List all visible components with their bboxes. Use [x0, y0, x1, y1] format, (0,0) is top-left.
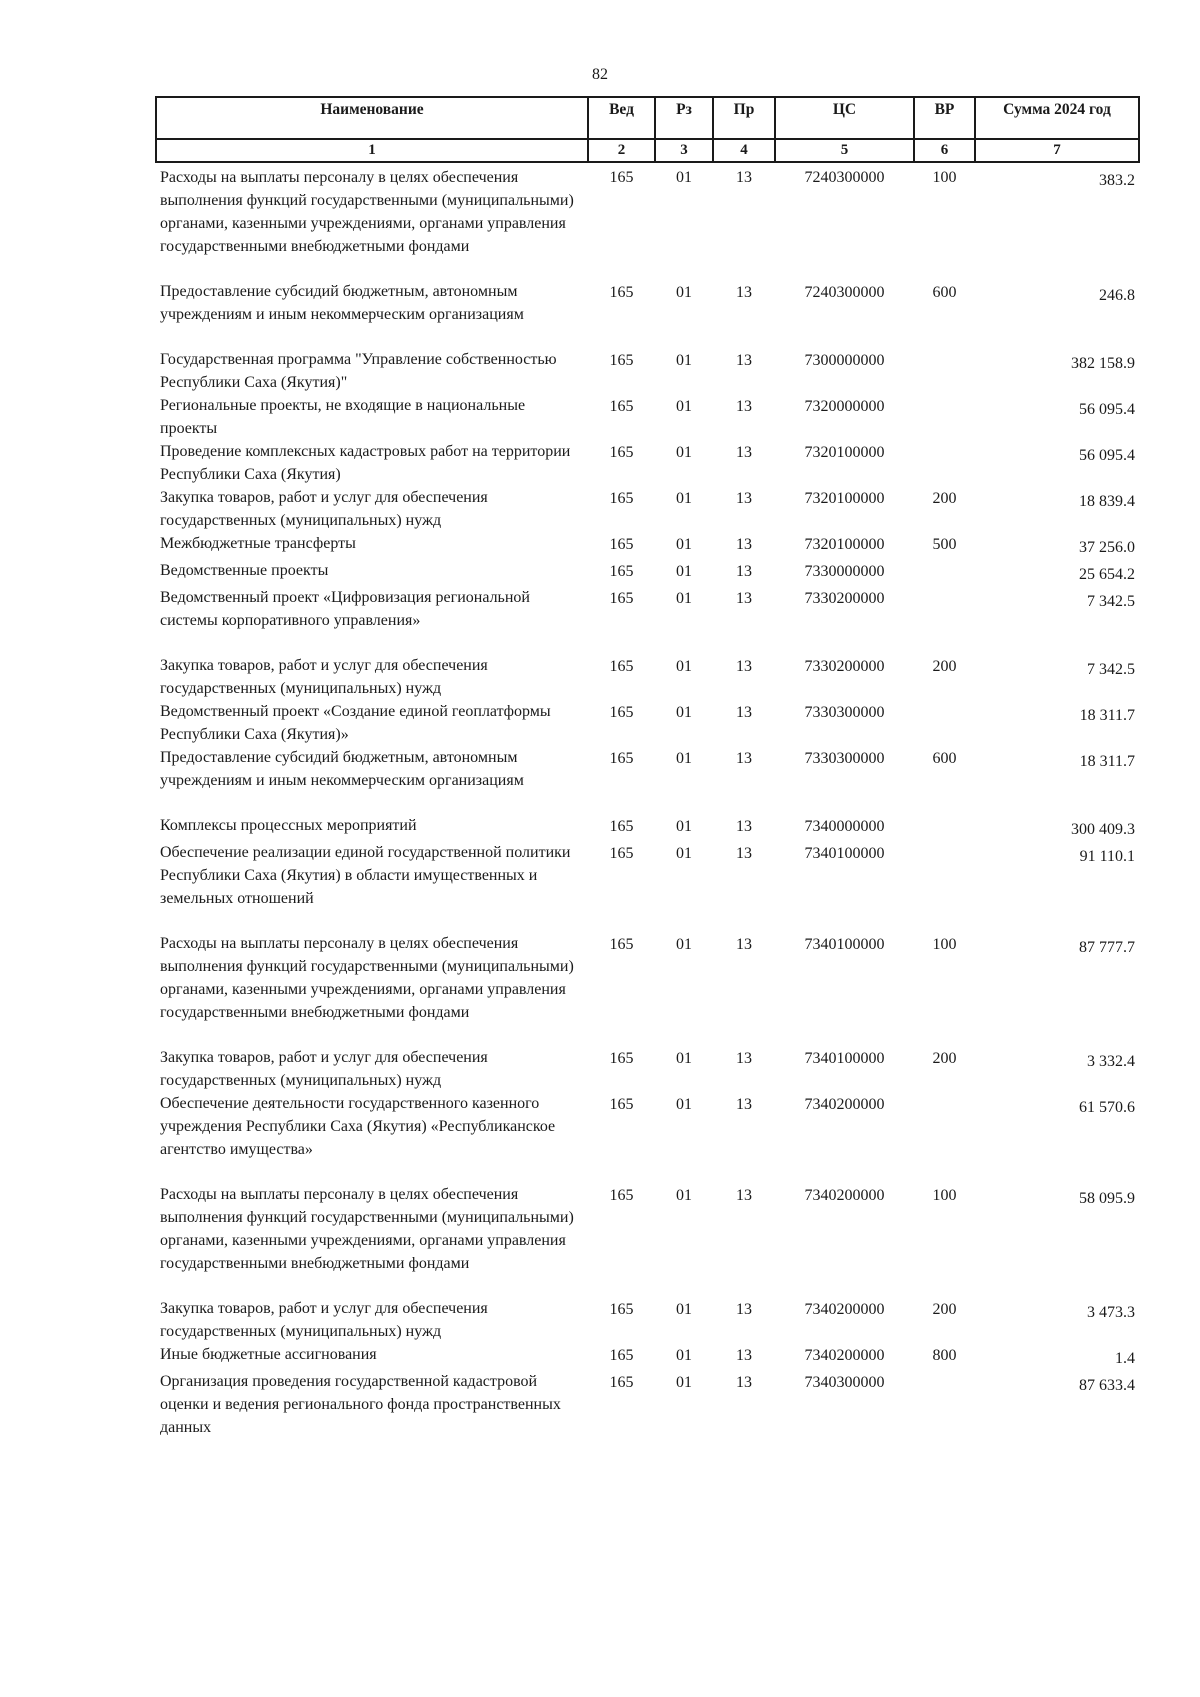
row-pr-cell: 13 [736, 658, 752, 675]
row-ved-cell: 165 [609, 936, 634, 953]
row-rz-cell: 01 [676, 750, 692, 767]
header-vr: ВР [914, 97, 975, 139]
row-name-cell: Предоставление субсидий бюджетным, автономным учреждениям и иным некоммерческим организациям [160, 749, 524, 789]
row-cs-cell: 7340100000 [804, 1050, 885, 1067]
table-row [156, 1092, 1139, 1183]
row-pr-cell: 13 [736, 750, 752, 767]
row-rz-cell: 01 [676, 936, 692, 953]
row-cs-cell: 7300000000 [804, 352, 885, 369]
row-name-cell: Расходы на выплаты персоналу в целях обеспечения выполнения функций государственными (муниципальными) органами, казенными учреждениями, органами управления государственными внебюджетными фондами [160, 1186, 574, 1272]
table-row [156, 1046, 1139, 1092]
row-pr-cell: 13 [736, 284, 752, 301]
row-cs-cell: 7320100000 [804, 536, 885, 553]
row-vr-cell [914, 586, 975, 654]
page-number: 82 [592, 66, 608, 83]
column-number: 7 [975, 139, 1139, 162]
row-vr-cell [914, 440, 975, 486]
row-name-cell: Организация проведения государственной кадастровой оценки и ведения регионального фонда пространственных данных [160, 1373, 561, 1436]
row-name-cell: Ведомственный проект «Создание единой геоплатформы Республики Саха (Якутия)» [160, 703, 551, 743]
row-vr-cell [914, 1370, 975, 1439]
row-cs-cell: 7330000000 [804, 563, 885, 580]
row-name-cell: Государственная программа "Управление собственностью Республики Саха (Якутия)" [160, 351, 557, 391]
row-ved-cell: 165 [609, 845, 634, 862]
table-row [156, 348, 1139, 394]
header-ved: Вед [588, 97, 655, 139]
row-sum-cell: 87 777.7 [1079, 939, 1135, 956]
table-row [156, 1370, 1139, 1439]
row-name-cell: Расходы на выплаты персоналу в целях обеспечения выполнения функций государственными (муниципальными) органами, казенными учреждениями, органами управления государственными внебюджетными фондами [160, 935, 574, 1021]
table-row [156, 486, 1139, 532]
row-pr-cell: 13 [736, 444, 752, 461]
row-rz-cell: 01 [676, 704, 692, 721]
row-sum-cell: 383.2 [1099, 172, 1135, 189]
row-sum-cell: 382 158.9 [1071, 355, 1135, 372]
row-vr-cell: 200 [932, 490, 957, 507]
row-sum-cell: 300 409.3 [1071, 821, 1135, 838]
header-cs: ЦС [775, 97, 914, 139]
row-ved-cell: 165 [609, 398, 634, 415]
row-cs-cell: 7340200000 [804, 1096, 885, 1113]
row-rz-cell: 01 [676, 590, 692, 607]
table-row [156, 654, 1139, 700]
row-cs-cell: 7320100000 [804, 490, 885, 507]
row-rz-cell: 01 [676, 563, 692, 580]
row-rz-cell: 01 [676, 818, 692, 835]
header-sum: Сумма 2024 год [975, 97, 1139, 139]
table-row [156, 394, 1139, 440]
row-vr-cell [914, 841, 975, 932]
row-ved-cell: 165 [609, 1347, 634, 1364]
row-vr-cell: 600 [932, 284, 957, 301]
row-sum-cell: 87 633.4 [1079, 1377, 1135, 1394]
column-number: 3 [655, 139, 713, 162]
table-row [156, 1297, 1139, 1343]
row-pr-cell: 13 [736, 936, 752, 953]
row-ved-cell: 165 [609, 352, 634, 369]
row-ved-cell: 165 [609, 536, 634, 553]
row-pr-cell: 13 [736, 704, 752, 721]
row-rz-cell: 01 [676, 536, 692, 553]
row-ved-cell: 165 [609, 563, 634, 580]
table-row [156, 932, 1139, 1046]
row-cs-cell: 7340000000 [804, 818, 885, 835]
row-ved-cell: 165 [609, 1050, 634, 1067]
row-cs-cell: 7240300000 [804, 284, 885, 301]
row-ved-cell: 165 [609, 750, 634, 767]
row-name-cell: Ведомственный проект «Цифровизация региональной системы корпоративного управления» [160, 589, 530, 629]
row-cs-cell: 7330300000 [804, 704, 885, 721]
row-pr-cell: 13 [736, 1096, 752, 1113]
row-pr-cell: 13 [736, 169, 752, 186]
row-sum-cell: 56 095.4 [1079, 401, 1135, 418]
row-ved-cell: 165 [609, 444, 634, 461]
row-sum-cell: 61 570.6 [1079, 1099, 1135, 1116]
column-number: 4 [713, 139, 775, 162]
row-rz-cell: 01 [676, 1301, 692, 1318]
row-rz-cell: 01 [676, 1187, 692, 1204]
table-row [156, 700, 1139, 746]
row-cs-cell: 7240300000 [804, 169, 885, 186]
row-pr-cell: 13 [736, 563, 752, 580]
row-name-cell: Предоставление субсидий бюджетным, автономным учреждениям и иным некоммерческим организациям [160, 283, 524, 323]
row-vr-cell [914, 348, 975, 394]
row-sum-cell: 25 654.2 [1079, 566, 1135, 583]
row-sum-cell: 91 110.1 [1079, 848, 1135, 865]
table-row [156, 162, 1139, 280]
row-sum-cell: 7 342.5 [1087, 593, 1135, 610]
row-rz-cell: 01 [676, 352, 692, 369]
row-ved-cell: 165 [609, 1301, 634, 1318]
row-sum-cell: 18 311.7 [1079, 753, 1135, 770]
row-rz-cell: 01 [676, 284, 692, 301]
row-ved-cell: 165 [609, 590, 634, 607]
row-name-cell: Расходы на выплаты персоналу в целях обеспечения выполнения функций государственными (муниципальными) органами, казенными учреждениями, органами управления государственными внебюджетными фондами [160, 169, 574, 255]
row-name-cell: Межбюджетные трансферты [160, 535, 356, 552]
table-body [156, 162, 1139, 1439]
row-pr-cell: 13 [736, 1374, 752, 1391]
row-pr-cell: 13 [736, 818, 752, 835]
header-row [156, 97, 1139, 139]
row-sum-cell: 7 342.5 [1087, 661, 1135, 678]
row-vr-cell: 100 [932, 169, 957, 186]
table-row [156, 814, 1139, 841]
table-header [156, 97, 1139, 162]
row-name-cell: Закупка товаров, работ и услуг для обеспечения государственных (муниципальных) нужд [160, 1300, 488, 1340]
row-sum-cell: 3 332.4 [1087, 1053, 1135, 1070]
column-number-row [156, 139, 1139, 162]
row-pr-cell: 13 [736, 398, 752, 415]
row-vr-cell [914, 700, 975, 746]
row-cs-cell: 7340200000 [804, 1347, 885, 1364]
row-pr-cell: 13 [736, 1347, 752, 1364]
row-pr-cell: 13 [736, 1187, 752, 1204]
row-ved-cell: 165 [609, 490, 634, 507]
row-name-cell: Ведомственные проекты [160, 562, 329, 579]
row-name-cell: Обеспечение реализации единой государственной политики Республики Саха (Якутия) в области имущественных и земельных отношений [160, 844, 571, 907]
row-vr-cell: 200 [932, 1301, 957, 1318]
row-cs-cell: 7340200000 [804, 1301, 885, 1318]
row-ved-cell: 165 [609, 1096, 634, 1113]
budget-table [155, 96, 1140, 1439]
row-vr-cell: 200 [932, 658, 957, 675]
row-name-cell: Закупка товаров, работ и услуг для обеспечения государственных (муниципальных) нужд [160, 489, 488, 529]
table-row [156, 1343, 1139, 1370]
row-ved-cell: 165 [609, 1187, 634, 1204]
row-vr-cell: 100 [932, 936, 957, 953]
row-sum-cell: 56 095.4 [1079, 447, 1135, 464]
row-cs-cell: 7330200000 [804, 590, 885, 607]
row-pr-cell: 13 [736, 590, 752, 607]
row-sum-cell: 1.4 [1115, 1350, 1135, 1367]
row-name-cell: Комплексы процессных мероприятий [160, 817, 417, 834]
row-ved-cell: 165 [609, 169, 634, 186]
header-pr: Пр [713, 97, 775, 139]
row-pr-cell: 13 [736, 1301, 752, 1318]
table-row [156, 841, 1139, 932]
row-ved-cell: 165 [609, 1374, 634, 1391]
row-ved-cell: 165 [609, 284, 634, 301]
row-rz-cell: 01 [676, 1096, 692, 1113]
row-sum-cell: 18 311.7 [1079, 707, 1135, 724]
table-row [156, 440, 1139, 486]
row-rz-cell: 01 [676, 444, 692, 461]
column-number: 6 [914, 139, 975, 162]
row-sum-cell: 58 095.9 [1079, 1190, 1135, 1207]
row-pr-cell: 13 [736, 845, 752, 862]
row-rz-cell: 01 [676, 1374, 692, 1391]
row-rz-cell: 01 [676, 845, 692, 862]
row-pr-cell: 13 [736, 490, 752, 507]
row-vr-cell: 600 [932, 750, 957, 767]
row-ved-cell: 165 [609, 818, 634, 835]
row-vr-cell: 500 [932, 536, 957, 553]
row-sum-cell: 3 473.3 [1087, 1304, 1135, 1321]
row-cs-cell: 7330300000 [804, 750, 885, 767]
row-pr-cell: 13 [736, 536, 752, 553]
row-rz-cell: 01 [676, 490, 692, 507]
table-row [156, 280, 1139, 348]
row-rz-cell: 01 [676, 658, 692, 675]
column-number: 2 [588, 139, 655, 162]
row-name-cell: Иные бюджетные ассигнования [160, 1346, 377, 1363]
row-rz-cell: 01 [676, 398, 692, 415]
row-name-cell: Проведение комплексных кадастровых работ на территории Республики Саха (Якутия) [160, 443, 571, 483]
row-rz-cell: 01 [676, 1050, 692, 1067]
row-cs-cell: 7340300000 [804, 1374, 885, 1391]
row-name-cell: Закупка товаров, работ и услуг для обеспечения государственных (муниципальных) нужд [160, 657, 488, 697]
row-cs-cell: 7330200000 [804, 658, 885, 675]
table-row [156, 1183, 1139, 1297]
row-rz-cell: 01 [676, 169, 692, 186]
row-sum-cell: 18 839.4 [1079, 493, 1135, 510]
row-cs-cell: 7340200000 [804, 1187, 885, 1204]
row-name-cell: Закупка товаров, работ и услуг для обеспечения государственных (муниципальных) нужд [160, 1049, 488, 1089]
row-vr-cell [914, 394, 975, 440]
row-vr-cell [914, 814, 975, 841]
row-vr-cell: 200 [932, 1050, 957, 1067]
row-cs-cell: 7320000000 [804, 398, 885, 415]
table-row [156, 559, 1139, 586]
row-pr-cell: 13 [736, 352, 752, 369]
row-vr-cell [914, 559, 975, 586]
row-rz-cell: 01 [676, 1347, 692, 1364]
row-cs-cell: 7340100000 [804, 936, 885, 953]
row-vr-cell: 800 [932, 1347, 957, 1364]
row-ved-cell: 165 [609, 704, 634, 721]
column-number: 1 [156, 139, 588, 162]
row-name-cell: Обеспечение деятельности государственного казенного учреждения Республики Саха (Якутия) «Республиканское агентство имущества» [160, 1095, 556, 1158]
column-number: 5 [775, 139, 914, 162]
header-name: Наименование [156, 97, 588, 139]
row-ved-cell: 165 [609, 658, 634, 675]
row-pr-cell: 13 [736, 1050, 752, 1067]
row-cs-cell: 7320100000 [804, 444, 885, 461]
row-sum-cell: 246.8 [1099, 287, 1135, 304]
table-row [156, 746, 1139, 814]
row-sum-cell: 37 256.0 [1079, 539, 1135, 556]
row-name-cell: Региональные проекты, не входящие в национальные проекты [160, 397, 526, 437]
table-row [156, 532, 1139, 559]
row-vr-cell [914, 1092, 975, 1183]
header-rz: Рз [655, 97, 713, 139]
table-row [156, 586, 1139, 654]
row-cs-cell: 7340100000 [804, 845, 885, 862]
row-vr-cell: 100 [932, 1187, 957, 1204]
